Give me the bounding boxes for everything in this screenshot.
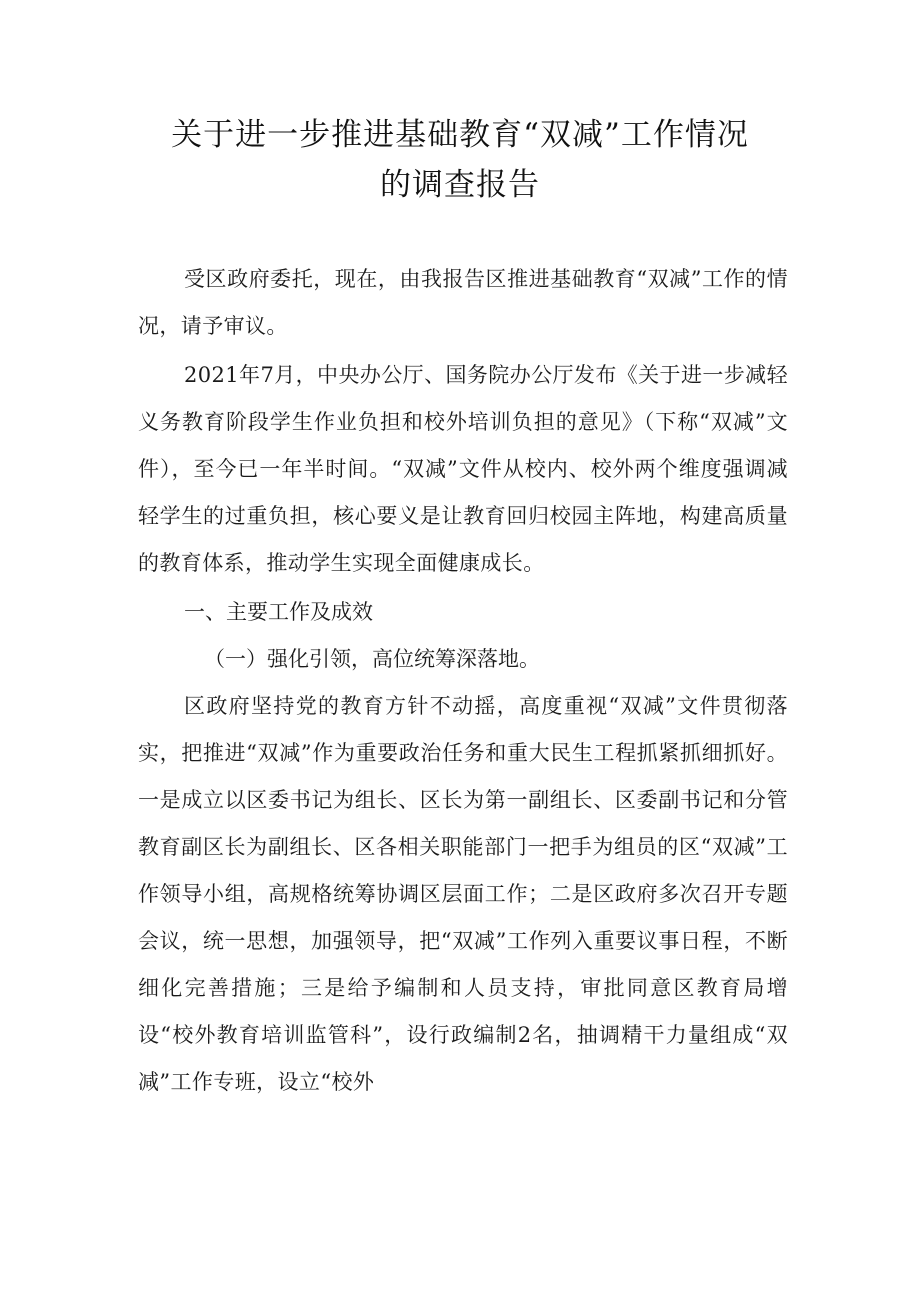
paragraph-intro: 受区政府委托，现在，由我报告区推进基础教育“双减”工作的情况，请予审议。	[138, 267, 788, 338]
subsection-heading-1: （一）强化引领，高位统筹深落地。	[204, 647, 540, 671]
paragraph-background: 2021年7月，中央办公厅、国务院办公厅发布《关于进一步减轻义务教育阶段学生作业负担和校外培训负担的意见》（下称“双减”文件），至今已一年半时间。“双减”文件从校内、校外两个维度强调减轻学生的过重负担，核心要义是让教育回归校园主阵地，构建高质量的教育体系，推动学生实现全面健康成长。	[138, 363, 788, 575]
document-body	[138, 256, 788, 1106]
title-line-1: 关于进一步推进基础教育“双减”工作情况	[171, 117, 749, 153]
section-heading-1: 一、主要工作及成效	[184, 600, 373, 624]
document-title	[100, 110, 820, 210]
paragraph-body-1: 区政府坚持党的教育方针不动摇，高度重视“双减”文件贯彻落实，把推进“双减”作为重要政治任务和重大民生工程抓紧抓细抓好。一是成立以区委书记为组长、区长为第一副组长、区委副书记和分管教育副区长为副组长、区各相关职能部门一把手为组员的区“双减”工作领导小组，高规格统筹协调区层面工作；二是区政府多次召开专题会议，统一思想，加强领导，把“双减”工作列入重要议事日程，不断细化完善措施；三是给予编制和人员支持，审批同意区教育局增设“校外教育培训监管科”，设行政编制2名，抽调精干力量组成“双减”工作专班，设立“校外	[138, 694, 788, 1094]
title-line-2: 的调查报告	[380, 167, 540, 203]
